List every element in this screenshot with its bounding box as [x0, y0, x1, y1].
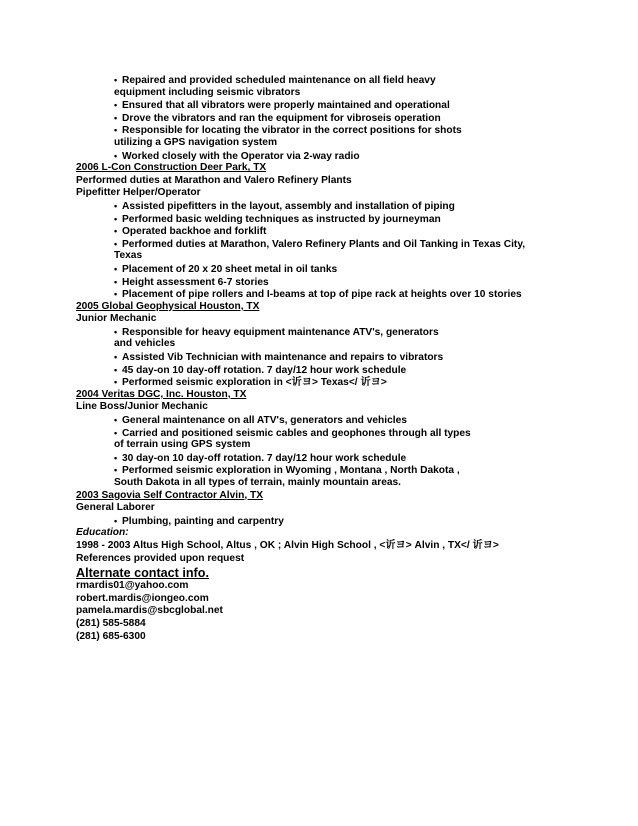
bullet-continuation: South Dakota in all types of terrain, mainly mountain areas. [114, 477, 402, 488]
bullet-continuation: and vehicles [114, 338, 176, 350]
bullet-item [76, 112, 596, 125]
bullet-text: Performed seismic exploration in Wyoming , Montana , North Dakota , [122, 465, 460, 477]
job-heading: 2005 Global Geophysical Houston, TX [76, 300, 260, 312]
bullet-icon: • [114, 75, 118, 85]
text-line: Performed duties at Marathon and Valero Refinery Plants [76, 174, 352, 186]
bullet-text: Assisted pipefitters in the layout, assembly and installation of piping [122, 200, 455, 212]
bullet-icon: • [114, 226, 118, 237]
bullet-text: Performed duties at Marathon, Valero Refinery Plants and Oil Tanking in Texas City, [122, 238, 526, 250]
bullet-text: Placement of 20 x 20 sheet metal in oil tanks [122, 263, 338, 275]
bullet-text: Plumbing, painting and carpentry [122, 515, 284, 527]
bullet-text: Performed seismic exploration in <䜣ヨ> Texas</ 䜣ヨ> [122, 377, 387, 389]
bullet-icon: • [114, 465, 118, 476]
bullet-item [76, 200, 596, 213]
text-line: References provided upon request [76, 552, 245, 564]
bullet-icon: • [114, 364, 118, 375]
bullet-item [76, 351, 596, 364]
bullet-icon: • [114, 200, 118, 211]
bullet-icon: • [114, 427, 118, 438]
bullet-icon: • [114, 289, 118, 300]
job-heading: 2006 L-Con Construction Deer Park, TX [76, 162, 267, 174]
bullet-item [76, 414, 596, 427]
bullet-icon: • [114, 263, 118, 274]
text-line: Pipefitter Helper/Operator [76, 187, 201, 199]
text-line: rmardis01@yahoo.com [76, 580, 189, 592]
bullet-icon: • [114, 112, 118, 123]
text-line: pamela.mardis@sbcglobal.net [76, 605, 223, 617]
bullet-icon: • [114, 515, 118, 526]
bullet-continuation: Texas [114, 250, 143, 262]
bullet-continuation: utilizing a GPS navigation system [114, 136, 278, 148]
bullet-text: 30 day-on 10 day-off rotation. 7 day/12 hour work schedule [122, 452, 407, 464]
bullet-icon: • [114, 415, 118, 426]
bullet-icon: • [114, 452, 118, 463]
bullet-icon: • [114, 326, 118, 337]
job-heading: 2004 Veritas DGC, Inc. Houston, TX [76, 388, 247, 400]
job-heading: 2003 Sagovia Self Contractor Alvin, TX [76, 489, 264, 501]
bullet-text: Responsible for heavy equipment maintenance ATV's, generators [122, 326, 439, 338]
bullet-text: Height assessment 6-7 stories [122, 276, 269, 288]
bullet-text: General maintenance on all ATV's, generators and vehicles [122, 415, 407, 427]
bullet-text: Responsible for locating the vibrator in the correct positions for shots [122, 125, 462, 137]
bullet-continuation: equipment including seismic vibrators [114, 86, 301, 98]
bullet-text: Ensured that all vibrators were properly maintained and operational [122, 100, 450, 112]
bullet-item [76, 74, 596, 87]
bullet-continuation: of terrain using GPS system [114, 439, 251, 451]
bullet-icon: • [114, 238, 118, 249]
bullet-icon: • [114, 276, 118, 287]
bullet-item [76, 376, 596, 389]
text-line: Junior Mechanic [76, 313, 157, 325]
bullet-item [76, 150, 596, 163]
resume-body [76, 74, 596, 643]
bullet-item [76, 288, 596, 301]
contact-heading: Alternate contact info. [76, 566, 209, 581]
bullet-text: Performed basic welding techniques as instructed by journeyman [122, 213, 441, 225]
bullet-text: Worked closely with the Operator via 2-way radio [122, 150, 360, 162]
bullet-item [76, 225, 596, 238]
bullet-item [76, 213, 596, 226]
bullet-icon: • [114, 125, 118, 136]
text-line: (281) 685-6300 [76, 630, 146, 642]
bullet-icon: • [114, 352, 118, 363]
bullet-item [76, 427, 596, 440]
bullet-text: Assisted Vib Technician with maintenance and repairs to vibrators [122, 352, 444, 364]
bullet-text: Carried and positioned seismic cables and geophones through all types [122, 427, 471, 439]
bullet-text: Repaired and provided scheduled maintenance on all field heavy [122, 75, 436, 86]
bullet-icon: • [114, 100, 118, 111]
bullet-text: 45 day-on 10 day-off rotation. 7 day/12 hour work schedule [122, 364, 407, 376]
bullet-item [76, 464, 596, 477]
bullet-text: Placement of pipe rollers and I-beams at top of pipe rack at heights over 10 stories [122, 289, 522, 301]
bullet-icon: • [114, 150, 118, 161]
bullet-icon: • [114, 213, 118, 224]
bullet-item [76, 263, 596, 276]
bullet-item [76, 124, 596, 137]
text-line: 1998 - 2003 Altus High School, Altus , OK ; Alvin High School , <䜣ヨ> Alvin , TX</ 䜣ヨ> [76, 539, 499, 551]
bullet-item [76, 326, 596, 339]
bullet-item [76, 515, 596, 528]
bullet-item [76, 238, 596, 251]
bullet-item [76, 99, 596, 112]
bullet-item [76, 452, 596, 465]
bullet-item [76, 276, 596, 289]
bullet-text: Drove the vibrators and ran the equipment for vibroseis operation [122, 112, 441, 124]
text-line: General Laborer [76, 502, 155, 514]
text-line: Line Boss/Junior Mechanic [76, 401, 208, 413]
text-line: (281) 585-5884 [76, 617, 146, 629]
bullet-icon: • [114, 377, 118, 388]
bullet-item [76, 364, 596, 377]
text-line: robert.mardis@iongeo.com [76, 592, 209, 604]
bullet-text: Operated backhoe and forklift [122, 226, 267, 238]
section-label: Education: [76, 527, 129, 539]
